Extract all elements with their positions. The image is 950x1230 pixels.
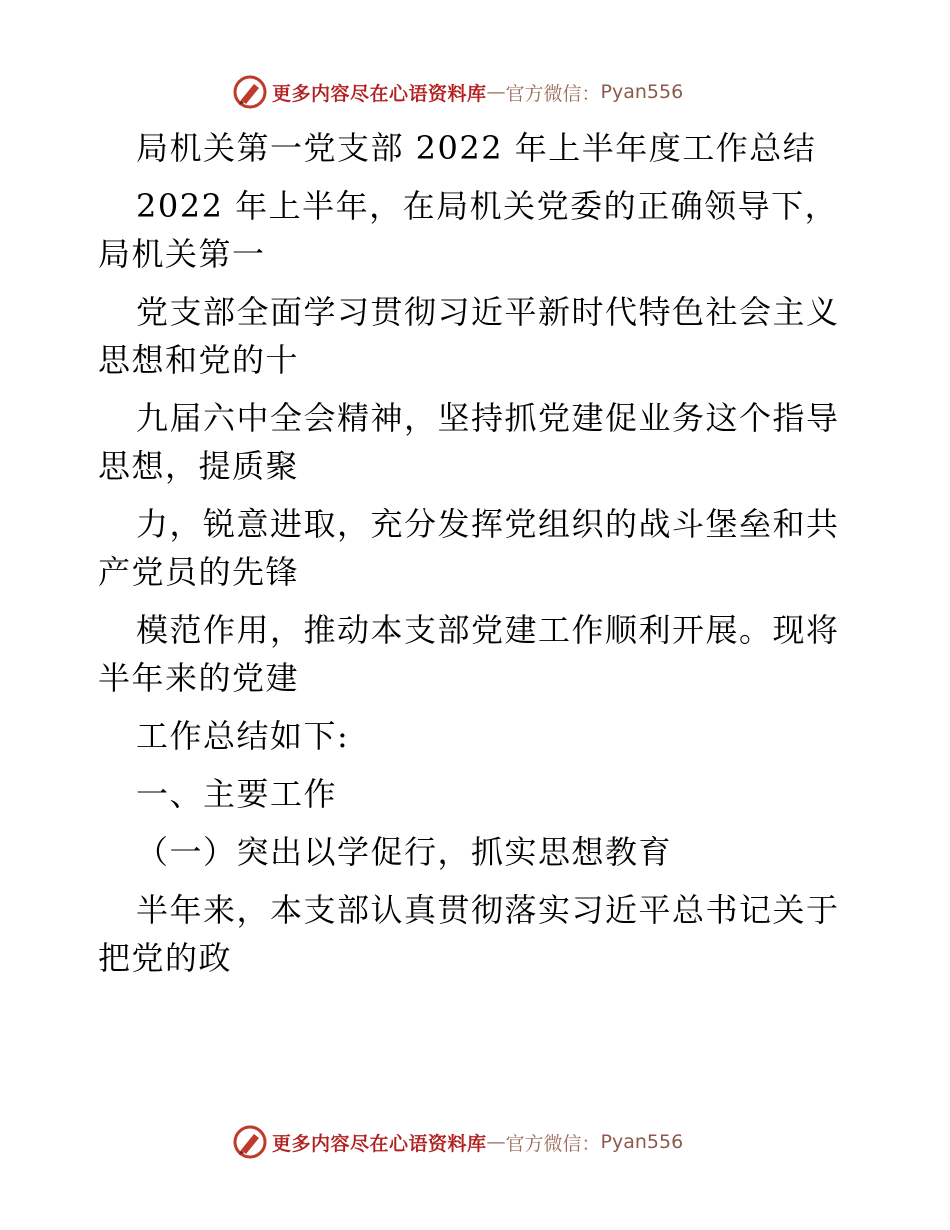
banner-sub-text: 官方微信：: [505, 1132, 601, 1155]
subsection-heading: （一）突出以学促行，抓实思想教育: [136, 833, 673, 871]
pen-logo-icon: [232, 1124, 268, 1160]
paragraph-line: 思想，提质聚: [98, 447, 300, 485]
paragraph-line: 力，锐意进取，充分发挥党组织的战斗堡垒和共: [136, 505, 840, 543]
pen-logo-icon: [232, 74, 268, 110]
banner-dash: —: [486, 81, 506, 103]
footer-banner: [232, 1122, 683, 1162]
document-body: [98, 124, 858, 992]
header-banner: [232, 72, 683, 112]
banner-dash: —: [486, 1131, 506, 1153]
paragraph-line: 九届六中全会精神，坚持抓党建促业务这个指导: [136, 399, 840, 437]
paragraph-line: 党支部全面学习贯彻习近平新时代特色社会主义: [136, 293, 840, 331]
section-heading: 一、主要工作: [136, 775, 338, 813]
paragraph-line: 半年来，本支部认真贯彻落实习近平总书记关于: [136, 891, 840, 929]
paragraph-line: 模范作用，推动本支部党建工作顺利开展。现将: [136, 611, 840, 649]
banner-main-text: 更多内容尽在心语资料库: [272, 82, 487, 105]
document-title: 局机关第一党支部 2022 年上半年度工作总结: [136, 129, 817, 167]
banner-wechat-id: Pyan556: [600, 81, 684, 103]
paragraph-line: 半年来的党建: [98, 659, 300, 697]
banner-wechat-id: Pyan556: [600, 1131, 684, 1153]
banner-sub-text: 官方微信：: [505, 82, 601, 105]
paragraph-line: 思想和党的十: [98, 341, 300, 379]
paragraph-line: 把党的政: [98, 939, 233, 977]
paragraph-line: 2022 年上半年，在局机关党委的正确领导下，: [136, 187, 839, 225]
paragraph-line: 局机关第一: [98, 235, 266, 273]
paragraph-line: 工作总结如下:: [136, 717, 350, 755]
paragraph-line: 产党员的先锋: [98, 553, 300, 591]
banner-main-text: 更多内容尽在心语资料库: [272, 1132, 487, 1155]
